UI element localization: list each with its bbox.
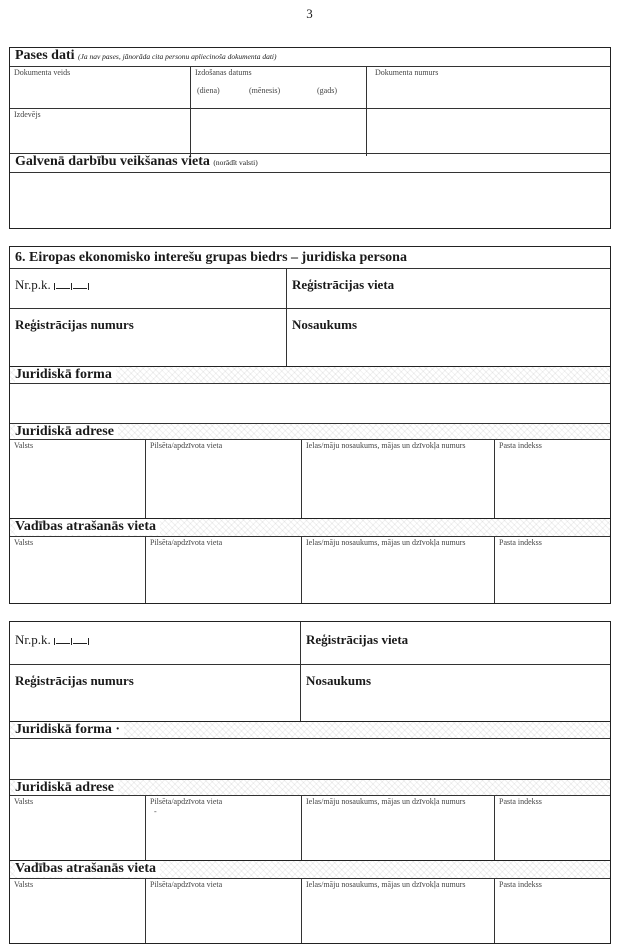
reg-number-cell-2[interactable] [10, 665, 300, 721]
legal-address-row [10, 439, 610, 518]
page-number: 3 [306, 6, 313, 21]
name-label-2: Nosaukums [306, 673, 372, 688]
management-row [10, 536, 610, 603]
passport-header-row [10, 48, 610, 66]
name-cell-2[interactable] [300, 665, 610, 721]
management-title-2: Vadības atrašanās vieta [15, 861, 160, 877]
mgmt-street-cell-2[interactable] [301, 879, 494, 943]
reg-place-cell[interactable] [286, 269, 610, 308]
legal-postal-cell[interactable] [494, 440, 610, 518]
legal-address-header-2 [10, 779, 610, 795]
mgmt-city-cell-2[interactable] [145, 879, 301, 943]
management-row-2 [10, 878, 610, 943]
legal-address-title-2: Juridiskā adrese [15, 780, 118, 796]
nr-reg-place-row-2 [10, 622, 610, 664]
mgmt-country-cell[interactable] [10, 537, 145, 603]
postal-label: Pasta indekss [499, 441, 542, 450]
legal-form-header [10, 366, 610, 383]
nr-label: Nr.p.k. [15, 277, 51, 292]
member-section-title: 6. Eiropas ekonomisko interešu grupas biedrs – juridiska persona [15, 250, 407, 265]
street-label: Ielas/māju nosaukums, mājas un dzīvokļa numurs [306, 441, 466, 450]
issuer-label: Izdevējs [14, 110, 41, 119]
street-label: Ielas/māju nosaukums, mājas un dzīvokļa numurs [306, 880, 466, 889]
day-label: (diena) [197, 86, 220, 95]
reg-number-cell[interactable] [10, 309, 286, 366]
street-label: Ielas/māju nosaukums, mājas un dzīvokļa numurs [306, 538, 466, 547]
legal-city-cell[interactable] [145, 440, 301, 518]
legal-address-title: Juridiskā adrese [15, 424, 118, 440]
country-label: Valsts [14, 880, 34, 889]
reg-number-name-row-2 [10, 664, 610, 721]
postal-label: Pasta indekss [499, 538, 542, 547]
issuer-row[interactable] [10, 108, 610, 153]
activity-note: (norādīt valsti) [213, 158, 258, 167]
legal-form-title-2: Juridiskā forma · [15, 722, 124, 738]
member-section-2 [9, 621, 611, 944]
legal-form-field-2[interactable] [10, 738, 610, 779]
management-header-2 [10, 860, 610, 878]
year-label: (gads) [317, 86, 337, 95]
activity-header-row [10, 153, 610, 172]
mgmt-country-cell-2[interactable] [10, 879, 145, 943]
member-section-1 [9, 246, 611, 604]
passport-section [9, 47, 611, 229]
country-label: Valsts [14, 797, 34, 806]
mgmt-street-cell[interactable] [301, 537, 494, 603]
management-title: Vadības atrašanās vieta [15, 519, 160, 535]
reg-place-cell-2[interactable] [300, 622, 610, 664]
name-cell[interactable] [286, 309, 610, 366]
legal-country-cell-2[interactable] [10, 796, 145, 860]
issue-date-label: Izdošanas datums [195, 68, 252, 77]
legal-form-header-2 [10, 721, 610, 738]
legal-street-cell-2[interactable] [301, 796, 494, 860]
city-dash: - [154, 807, 157, 816]
month-label: (mēnesis) [249, 86, 281, 95]
reg-place-label: Reģistrācijas vieta [292, 277, 395, 292]
city-label: Pilsēta/apdzīvota vieta [150, 538, 223, 547]
postal-label: Pasta indekss [499, 880, 542, 889]
city-label: Pilsēta/apdzīvota vieta [150, 797, 223, 806]
mgmt-city-cell[interactable] [145, 537, 301, 603]
passport-note: (Ja nav pases, jānorāda cita personu apliecinoša dokumenta dati) [78, 52, 277, 61]
reg-place-label-2: Reģistrācijas vieta [306, 632, 409, 647]
country-label: Valsts [14, 538, 34, 547]
legal-address-row-2 [10, 795, 610, 860]
activity-field[interactable] [10, 172, 610, 228]
passport-title: Pases dati [15, 48, 75, 63]
city-label: Pilsēta/apdzīvota vieta [150, 880, 223, 889]
city-label: Pilsēta/apdzīvota vieta [150, 441, 223, 450]
doc-number-label: Dokumenta numurs [375, 68, 439, 77]
doc-type-label: Dokumenta veids [14, 68, 71, 77]
legal-form-title: Juridiskā forma [15, 367, 116, 383]
management-header [10, 518, 610, 536]
legal-street-cell[interactable] [301, 440, 494, 518]
legal-city-cell-2[interactable] [145, 796, 301, 860]
activity-title: Galvenā darbību veikšanas vieta [15, 154, 210, 169]
street-label: Ielas/māju nosaukums, mājas un dzīvokļa numurs [306, 797, 466, 806]
nr-label-2: Nr.p.k. [15, 632, 51, 647]
mgmt-postal-cell[interactable] [494, 537, 610, 603]
legal-postal-cell-2[interactable] [494, 796, 610, 860]
legal-country-cell[interactable] [10, 440, 145, 518]
postal-label: Pasta indekss [499, 797, 542, 806]
reg-number-label: Reģistrācijas numurs [15, 317, 134, 332]
nr-cell-2[interactable] [10, 622, 300, 664]
reg-number-label-2: Reģistrācijas numurs [15, 673, 134, 688]
nr-cell[interactable] [10, 269, 286, 308]
nr-reg-place-row [10, 268, 610, 308]
legal-address-header [10, 423, 610, 439]
legal-form-field[interactable] [10, 383, 610, 423]
mgmt-postal-cell-2[interactable] [494, 879, 610, 943]
country-label: Valsts [14, 441, 34, 450]
name-label: Nosaukums [292, 317, 358, 332]
reg-number-name-row [10, 308, 610, 366]
member-title-row [10, 247, 610, 268]
